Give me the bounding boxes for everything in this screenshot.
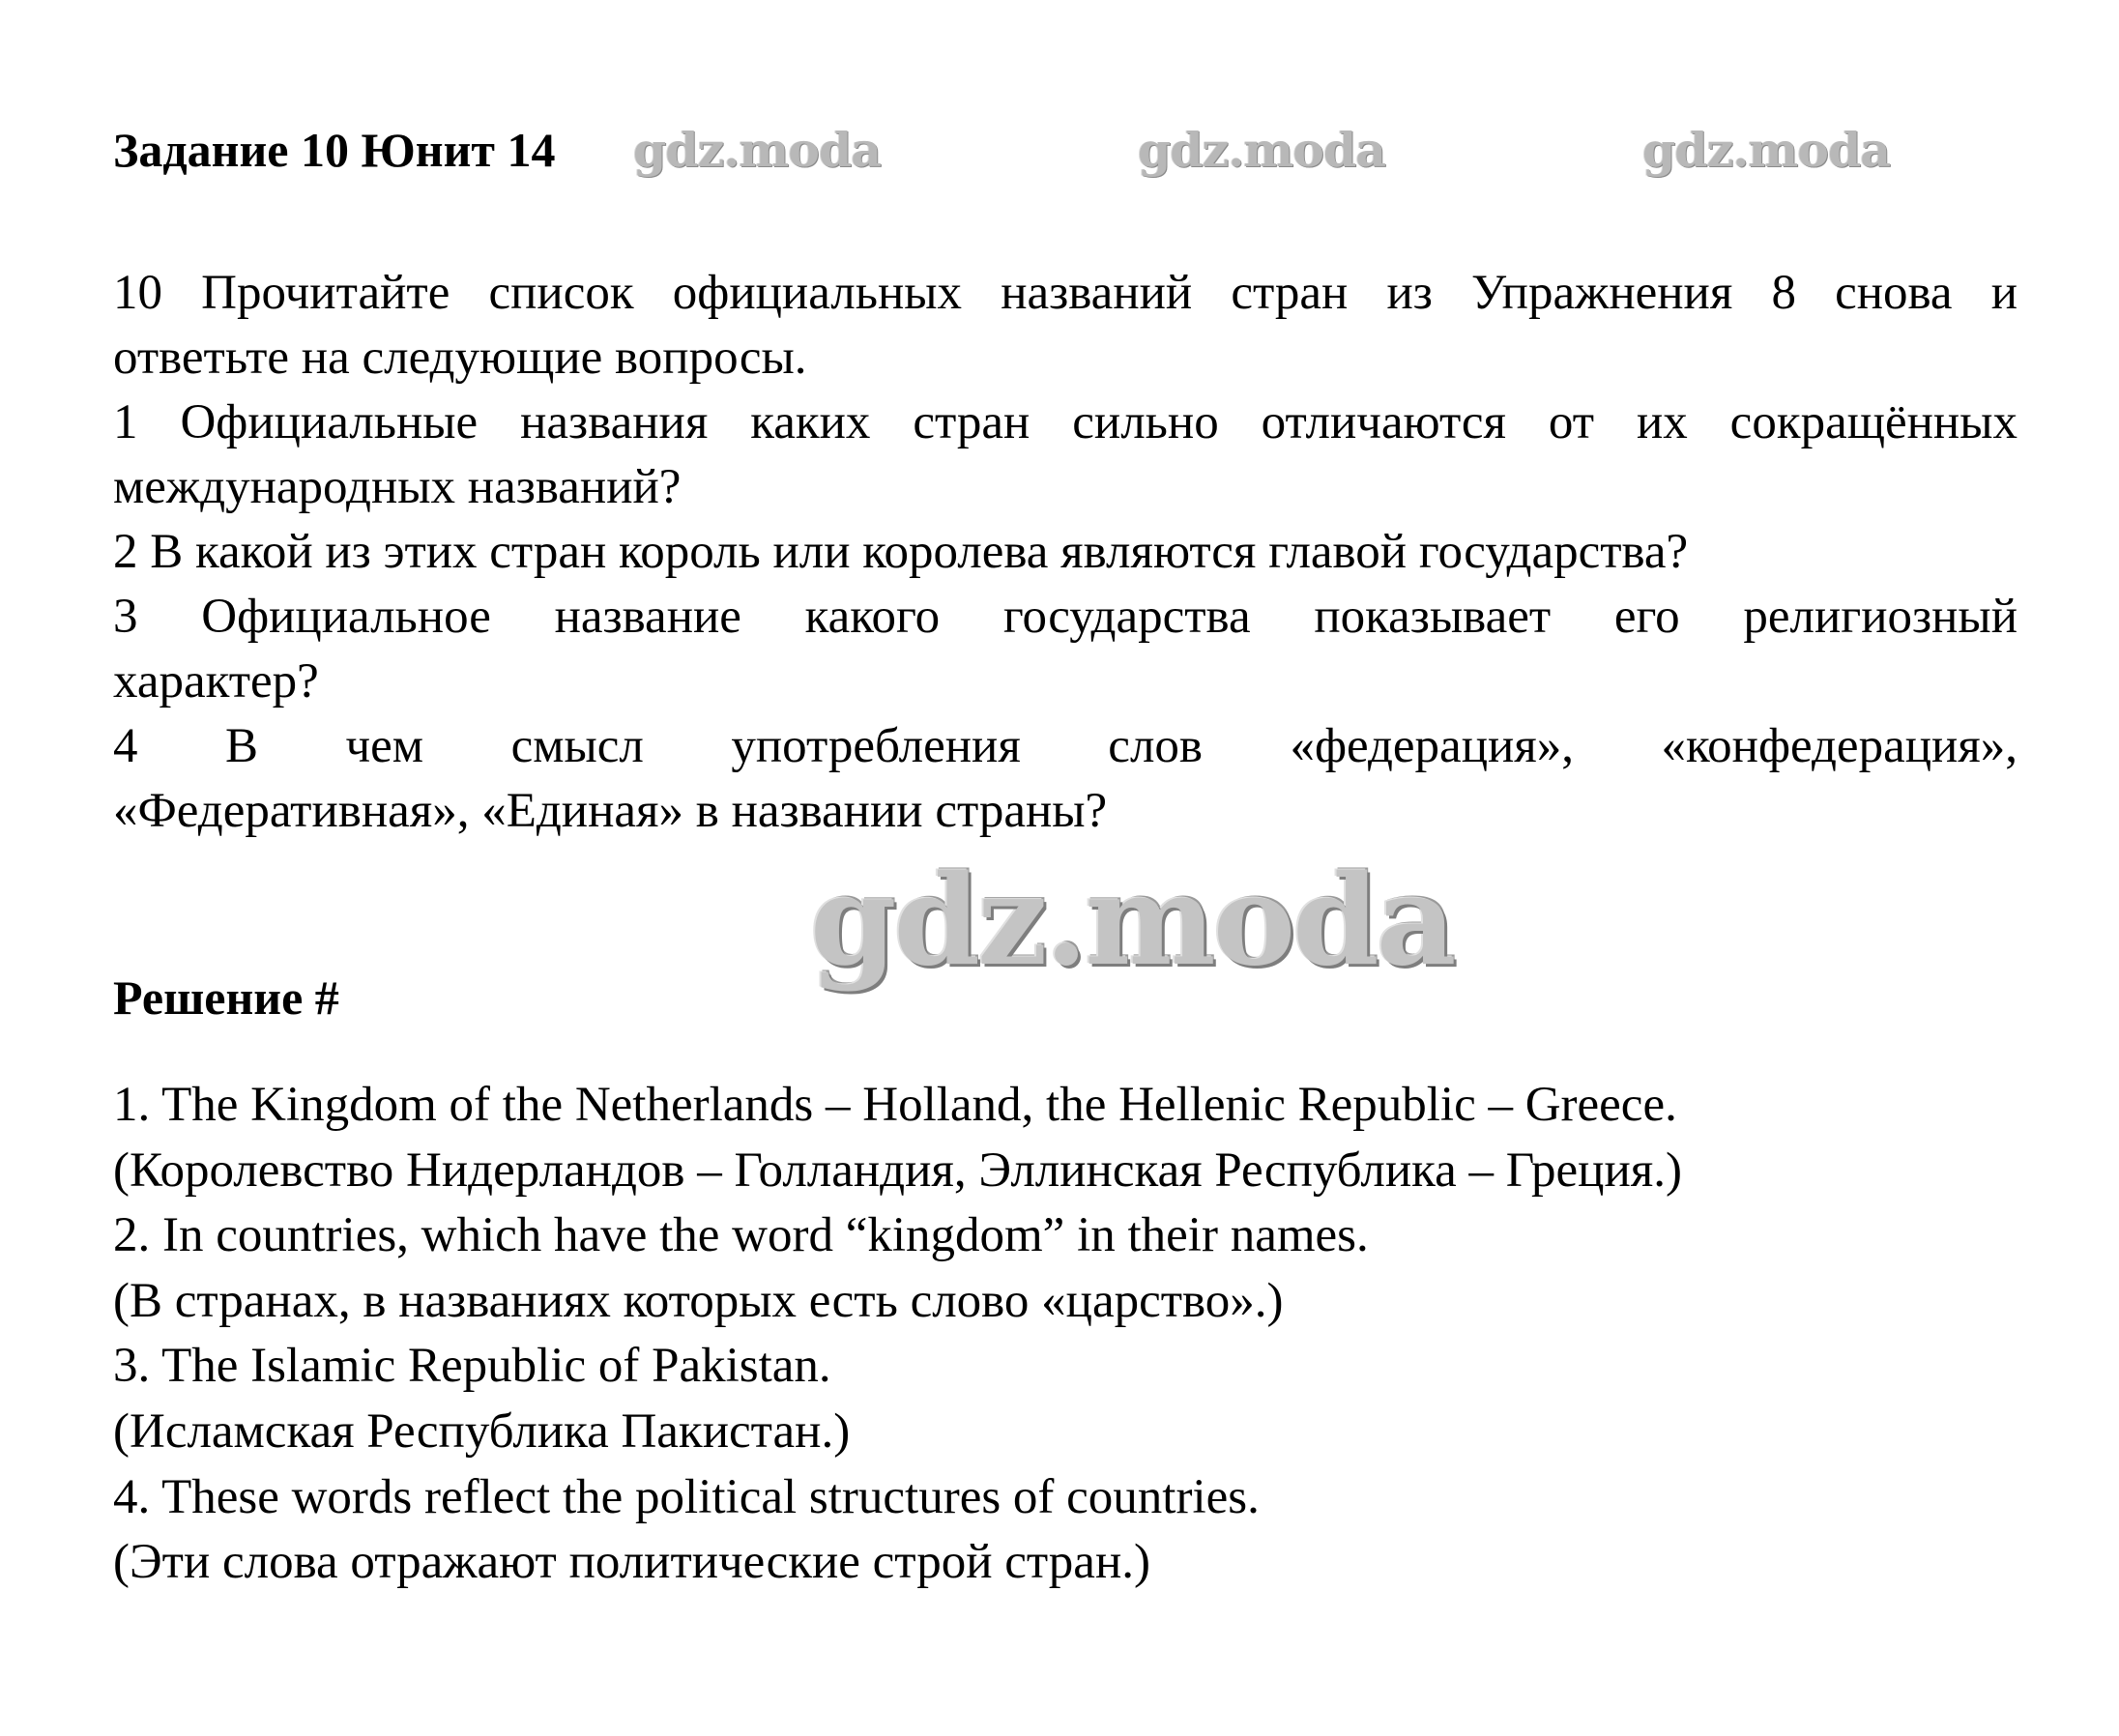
task-question: 4 В чем смысл употребления слов «федерация», «конфедерация»,	[113, 719, 2017, 773]
task-question: 3 Официальное название какого государства показывает его религиозный	[113, 590, 2017, 644]
watermark-2: gdz.moda	[1138, 122, 1385, 178]
task-question: 2 В какой из этих стран король или королева являются главой государства?	[113, 525, 1689, 579]
center-watermark: gdz.moda	[810, 849, 1454, 994]
watermark-3: gdz.moda	[1642, 122, 1890, 178]
solution-line: (Эти слова отражают политические строй стран.)	[113, 1535, 1150, 1590]
solution-heading: Решение #	[113, 970, 339, 1025]
solution-line: 2. In countries, which have the word “kingdom” in their names.	[113, 1208, 1369, 1263]
page-title: Задание 10 Юнит 14	[113, 123, 556, 177]
task-line: характер?	[113, 654, 319, 709]
task-question: 1 Официальные названия каких стран сильно отличаются от их сокращённых	[113, 395, 2017, 449]
solution-line: (В странах, в названиях которых есть слово «царство».)	[113, 1273, 1284, 1328]
watermark-1: gdz.moda	[633, 122, 881, 178]
solution-line: (Королевство Нидерландов – Голландия, Эллинская Республика – Греция.)	[113, 1143, 1682, 1198]
solution-line: 1. The Kingdom of the Netherlands – Holland, the Hellenic Republic – Greece.	[113, 1078, 1677, 1132]
solution-line: 3. The Islamic Republic of Pakistan.	[113, 1339, 831, 1394]
task-line: 10 Прочитайте список официальных названий стран из Упражнения 8 снова и	[113, 266, 2017, 320]
task-line: «Федеративная», «Единая» в названии страны?	[113, 784, 1108, 838]
solution-line: (Исламская Республика Пакистан.)	[113, 1403, 851, 1459]
task-line: международных названий?	[113, 460, 682, 514]
task-text	[113, 261, 2017, 844]
header-watermarks	[113, 116, 2017, 184]
task-line: ответьте на следующие вопросы.	[113, 331, 807, 385]
solution-text	[113, 1073, 2017, 1596]
solution-line: 4. These words reflect the political structures of countries.	[113, 1469, 1260, 1524]
